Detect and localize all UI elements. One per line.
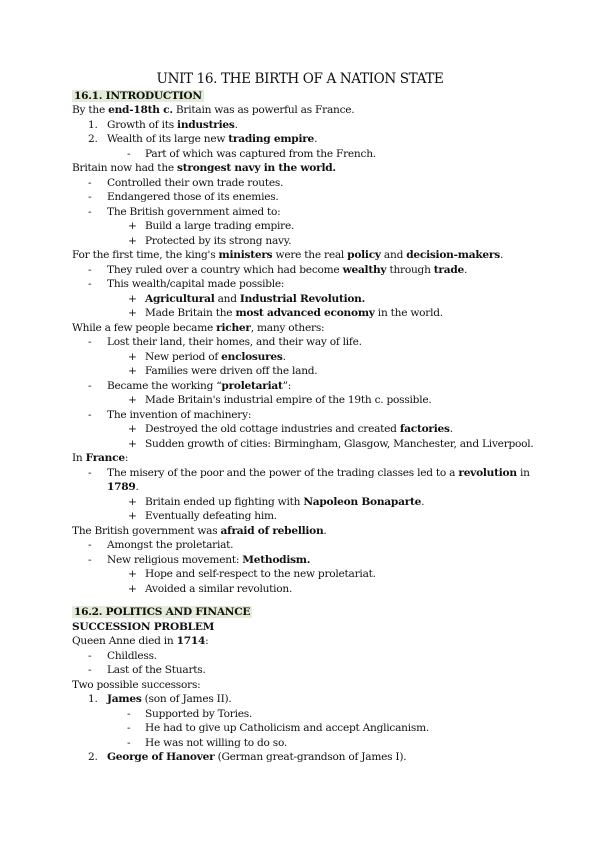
numbered-item: 1. James (son of James II). [88,693,232,705]
sub-bullet: - Supported by Tories. [127,708,253,720]
plus-bullet: + Agricultural and Industrial Revolution. [128,293,366,305]
paragraph-line: By the end-18th c. Britain was as powerful as France. [72,104,355,116]
bullet: - The British government aimed to: [88,206,281,218]
bullet: - Amongst the proletariat. [88,539,234,551]
plus-bullet: + Protected by its strong navy. [128,235,292,247]
subsection-heading: SUCCESSION PROBLEM [72,621,215,633]
paragraph-line: For the first time, the king's ministers were the real policy and decision-makers. [72,249,504,261]
bullet-continuation: 1789. [107,481,139,493]
bullet: - Lost their land, their homes, and their way of life. [88,336,362,348]
bullet: - Controlled their own trade routes. [88,177,284,189]
bullet: - This wealth/capital made possible: [88,278,285,290]
paragraph-line: The British government was afraid of rebellion. [72,525,327,537]
bullet: - Last of the Stuarts. [88,664,206,676]
plus-bullet: + Build a large trading empire. [128,220,295,232]
paragraph-line: In France: [72,452,129,464]
bullet: - Endangered those of its enemies. [88,191,279,203]
bullet: - They ruled over a country which had become wealthy through trade. [88,264,468,276]
plus-bullet: + Made Britain's industrial empire of the 19th c. possible. [128,394,432,406]
section-heading-introduction: 16.1. INTRODUCTION [74,90,202,102]
paragraph-line: Queen Anne died in 1714: [72,635,209,647]
bullet: - Childless. [88,650,157,662]
plus-bullet: + Families were driven off the land. [128,365,318,377]
plus-bullet: + Sudden growth of cities: Birmingham, Glasgow, Manchester, and Liverpool. [128,438,534,450]
plus-bullet: + Britain ended up fighting with Napoleon Bonaparte. [128,496,425,508]
plus-bullet: + Hope and self-respect to the new proletariat. [128,568,376,580]
bullet: - Became the working “proletariat”: [88,380,292,392]
sub-bullet: - He had to give up Catholicism and accept Anglicanism. [127,722,429,734]
paragraph-line: Two possible successors: [72,679,201,691]
sub-bullet: - He was not willing to do so. [127,737,288,749]
numbered-item: 2. George of Hanover (German great-grandson of James I). [88,751,407,763]
plus-bullet: + New period of enclosures. [128,351,286,363]
bullet: - The misery of the poor and the power of the trading classes led to a revolution in [88,467,530,479]
plus-bullet: + Destroyed the old cottage industries and created factories. [128,423,453,435]
bullet: - New religious movement: Methodism. [88,554,311,566]
page-title: UNIT 16. THE BIRTH OF A NATION STATE [156,71,444,87]
sub-bullet: - Part of which was captured from the French. [127,148,376,160]
numbered-item: 1. Growth of its industries. [88,119,238,131]
plus-bullet: + Eventually defeating him. [128,510,277,522]
bullet: - The invention of machinery: [88,409,252,421]
section-heading-politics-finance: 16.2. POLITICS AND FINANCE [74,606,251,618]
numbered-item: 2. Wealth of its large new trading empire. [88,133,318,145]
plus-bullet: + Avoided a similar revolution. [128,583,293,595]
paragraph-line: Britain now had the strongest navy in the world. [72,162,336,174]
plus-bullet: + Made Britain the most advanced economy in the world. [128,307,443,319]
paragraph-line: While a few people became richer, many others: [72,322,325,334]
